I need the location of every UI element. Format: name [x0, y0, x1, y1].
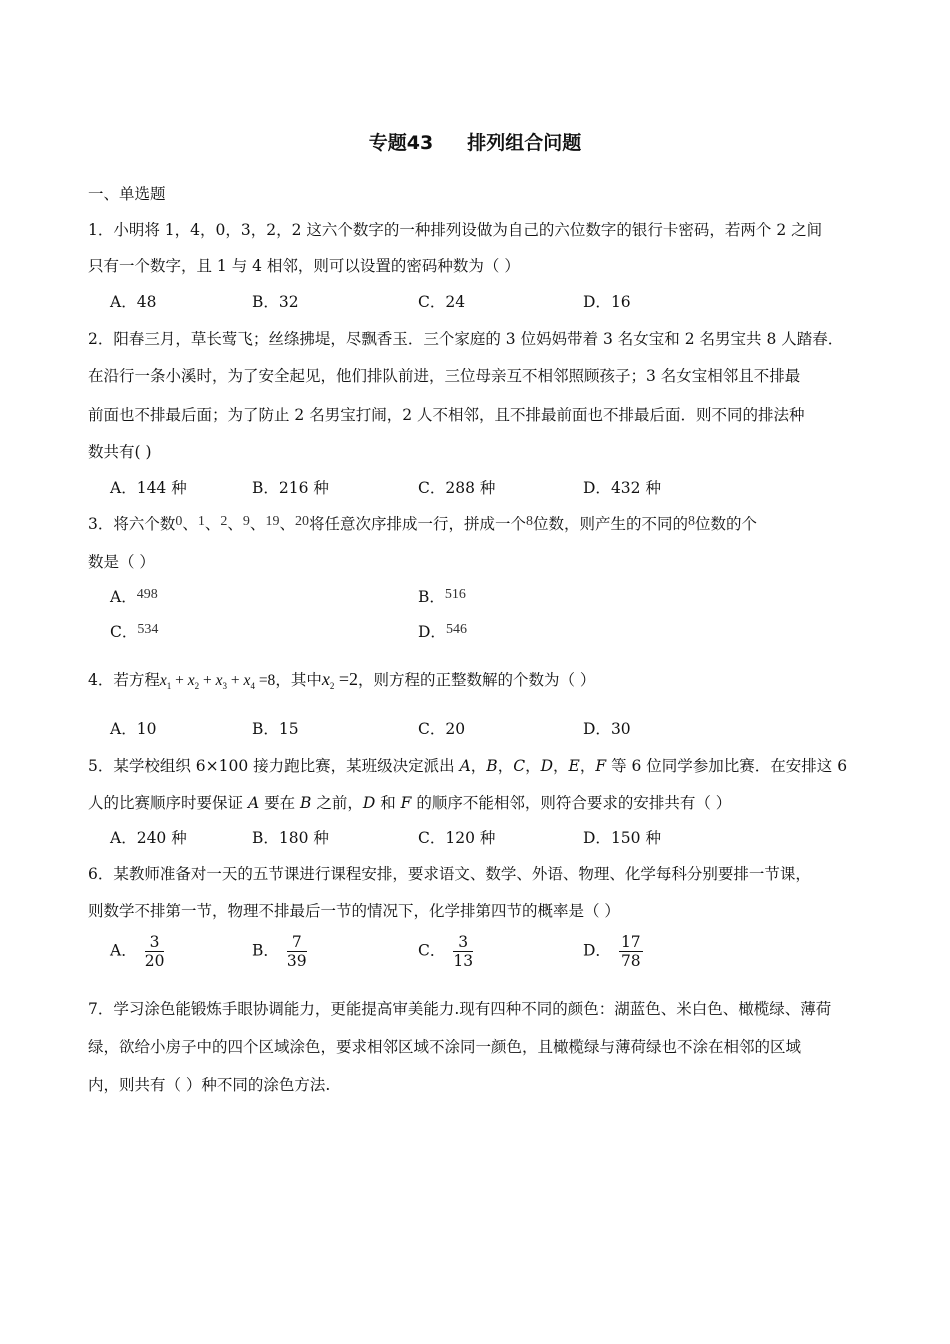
q4-condition: $x_2 =2$: [321, 669, 358, 691]
q6-line2: 则数学不排第一节，物理不排最后一节的情况下，化学排第四节的概率是（ ）: [88, 902, 620, 920]
q6-line1: 6．某教师准备对一天的五节课进行课程安排，要求语文、数学、外语、物理、化学每科分别要排一节课，: [88, 865, 811, 883]
fraction: $\frac{3}{20}$: [144, 933, 165, 970]
q1-option-d[interactable]: D．16: [583, 293, 631, 311]
q5-option-a[interactable]: A．240 种: [110, 829, 187, 847]
page-title: [0, 128, 950, 155]
q2-line4: 数共有( ): [88, 443, 152, 461]
q1-line1: 1．小明将 1，4，0，3，2，2 这六个数字的一种排列设做为自己的六位数字的银行卡密码，若两个 2 之间: [88, 221, 823, 239]
q5-line2: 人的比赛顺序时要保证 A 要在 B 之前，D 和 F 的顺序不能相邻，则符合要求的安排共有（ ）: [88, 794, 732, 812]
q4-option-b[interactable]: B．15: [252, 720, 299, 738]
q2-option-a[interactable]: A．144 种: [110, 479, 187, 497]
q5-option-d[interactable]: D．150 种: [583, 829, 661, 847]
fraction: $\frac{17}{78}$: [620, 933, 641, 970]
q4-option-a[interactable]: A．10: [110, 720, 157, 738]
q6-option-a[interactable]: A． $\frac{3}{20}$: [110, 933, 165, 970]
q3-line1: 3．将六个数0、1、2、9、19、20将任意次序排成一行，拼成一个8位数，则产生的不同的8位数的个: [88, 514, 757, 533]
q6-option-b[interactable]: B． $\frac{7}{39}$: [252, 933, 307, 970]
q7-line1: 7．学习涂色能锻炼手眼协调能力，更能提高审美能力.现有四种不同的颜色：湖蓝色、米白色、橄榄绿、薄荷: [88, 1000, 832, 1018]
q1-option-c[interactable]: C．24: [418, 293, 466, 311]
q7-line2: 绿，欲给小房子中的四个区域涂色，要求相邻区域不涂同一颜色，且橄榄绿与薄荷绿也不涂在相邻的区域: [88, 1038, 802, 1056]
q2-option-b[interactable]: B．216 种: [252, 479, 329, 497]
q4-equation: $x_1 + x_2 + x_3 + x_4 =8$: [159, 672, 276, 691]
q2-line3: 前面也不排最后面；为了防止 2 名男宝打闹，2 人不相邻，且不排最前面也不排最后面．则不同的排法种: [88, 406, 805, 424]
title-prefix: 专题43: [368, 132, 434, 154]
q3-option-d[interactable]: D．546: [418, 622, 467, 641]
q3-option-a[interactable]: A．498: [110, 587, 158, 606]
fraction: $\frac{3}{13}$: [453, 933, 474, 970]
q2-option-d[interactable]: D．432 种: [583, 479, 661, 497]
q4-line1: 4．若方程$x_1 + x_2 + x_3 + x_4 =8$，其中$x_2 =2$，则方程的正整数解的个数为（ ）: [88, 669, 596, 691]
q2-line1: 2．阳春三月，草长莺飞；丝绦拂堤，尽飘香玉．三个家庭的 3 位妈妈带着 3 名女宝和 2 名男宝共 8 人踏春．: [88, 330, 844, 348]
q3-option-b[interactable]: B．516: [418, 587, 466, 606]
q1-option-a[interactable]: A．48: [110, 293, 157, 311]
section-heading: 一、单选题: [88, 185, 166, 203]
q1-line2: 只有一个数字，且 1 与 4 相邻，则可以设置的密码种数为（ ）: [88, 257, 520, 275]
q3-line2: 数是（ ）: [88, 553, 155, 571]
title-main: 排列组合问题: [467, 132, 582, 154]
q3-option-c[interactable]: C．534: [110, 622, 159, 641]
q4-option-d[interactable]: D．30: [583, 720, 631, 738]
q5-option-b[interactable]: B．180 种: [252, 829, 329, 847]
q1-option-b[interactable]: B．32: [252, 293, 299, 311]
q5-line1: 5．某学校组织 6×100 接力跑比赛，某班级决定派出 A，B，C，D，E，F 等 6 位同学参加比赛．在安排这 6: [88, 757, 848, 775]
q2-line2: 在沿行一条小溪时，为了安全起见，他们排队前进，三位母亲互不相邻照顾孩子；3 名女宝相邻且不排最: [88, 367, 801, 385]
q6-option-c[interactable]: C． $\frac{3}{13}$: [418, 933, 474, 970]
q4-option-c[interactable]: C．20: [418, 720, 466, 738]
q5-option-c[interactable]: C．120 种: [418, 829, 496, 847]
fraction: $\frac{7}{39}$: [286, 933, 307, 970]
q2-option-c[interactable]: C．288 种: [418, 479, 496, 497]
q7-line3: 内，则共有（ ）种不同的涂色方法.: [88, 1076, 331, 1094]
q6-option-d[interactable]: D． $\frac{17}{78}$: [583, 933, 641, 970]
